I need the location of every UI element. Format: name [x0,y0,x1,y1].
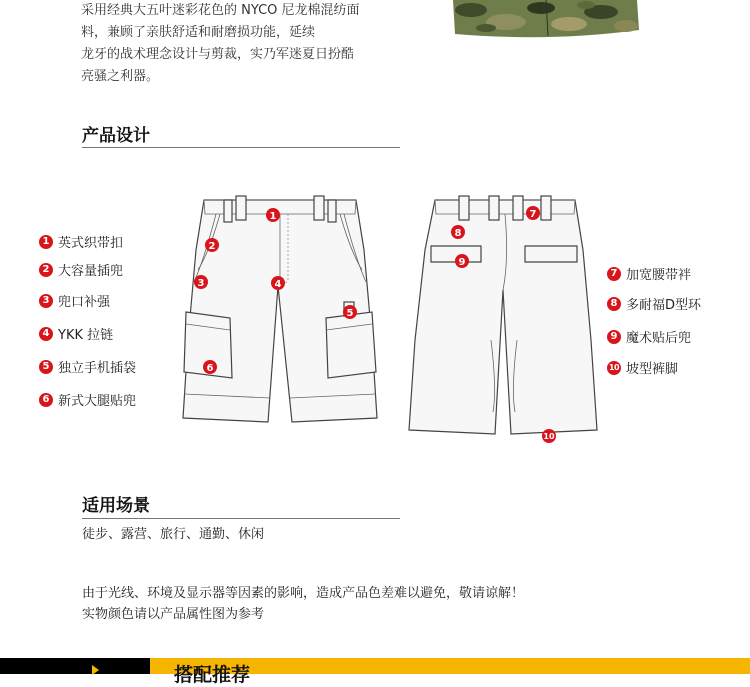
camo-shorts-photo [451,0,641,40]
disclaimer-line: 实物颜色请以产品属性图为参考 [82,607,265,622]
feature-label: 兜口补强 [58,295,111,310]
svg-text:6: 6 [206,363,214,374]
intro-line: 亮骚之利器。 [81,69,160,84]
marker-2 [205,238,219,252]
feature-label: 魔术贴后兜 [626,331,692,346]
marker-9 [455,254,469,268]
svg-text:8: 8 [454,228,462,239]
svg-text:2: 2 [208,241,216,252]
usage-section-title: 适用场景 [82,496,150,516]
feature-number-badge: 4 [39,327,53,341]
intro-line: 采用经典大五叶迷彩花色的 NYCO 尼龙棉混纺面 [81,3,360,18]
feature-label: 大容量插兜 [58,264,124,279]
feature-number-badge: 2 [39,263,53,277]
feature-number-badge: 6 [39,393,53,407]
feature-number-badge: 9 [607,330,621,344]
svg-text:5: 5 [346,308,354,319]
feature-item-1 [39,232,123,251]
camo-pattern-image [451,0,641,40]
marker-5 [343,305,357,319]
feature-number-badge: 7 [607,267,621,281]
marker-4 [271,276,285,290]
shorts-back-diagram [405,190,605,448]
feature-number-badge: 8 [607,297,621,311]
feature-label: YKK 拉链 [58,328,114,343]
marker-1 [266,208,280,222]
marker-3 [194,275,208,289]
svg-text:7: 7 [529,209,537,220]
design-section-title: 产品设计 [82,126,150,146]
marker-8 [451,225,465,239]
svg-text:9: 9 [458,257,466,268]
intro-text [81,0,411,88]
feature-item-7 [607,264,691,283]
marker-10 [542,429,556,443]
feature-item-9 [607,327,691,346]
feature-item-10 [607,358,678,377]
feature-label: 多耐福D型环 [626,298,702,313]
feature-label: 加宽腰带袢 [626,268,692,283]
feature-item-2 [39,260,123,279]
feature-item-6 [39,390,136,409]
svg-text:3: 3 [197,278,205,289]
shorts-front-diagram [180,190,380,440]
feature-label: 独立手机插袋 [58,361,137,376]
marker-6 [203,360,217,374]
feature-item-4 [39,324,113,343]
divider [82,518,400,519]
feature-label: 英式织带扣 [58,236,124,251]
arrow-icon [92,665,99,675]
feature-item-3 [39,291,110,310]
svg-text:4: 4 [274,279,282,290]
feature-label: 新式大腿贴兜 [58,394,137,409]
intro-line: 料，兼顾了亲肤舒适和耐磨损功能，延续 [81,25,316,40]
feature-label: 坡型裤脚 [626,362,679,377]
recommendation-banner-label-area [150,658,750,686]
intro-line: 龙牙的战术理念设计与剪裁，实乃军迷夏日扮酷 [81,47,355,62]
disclaimer-line: 由于光线、环境及显示器等因素的影响，造成产品色差难以避免，敬请谅解！ [82,586,525,601]
svg-text:10: 10 [543,432,555,441]
marker-7 [526,206,540,220]
feature-number-badge: 5 [39,360,53,374]
feature-number-badge: 1 [39,235,53,249]
feature-item-5 [39,357,136,376]
recommendation-banner-label: 搭配推荐 [174,664,251,686]
feature-number-badge: 3 [39,294,53,308]
color-disclaimer [82,583,524,625]
feature-number-badge: 10 [607,361,621,375]
divider [82,147,400,148]
feature-item-8 [607,294,701,313]
usage-text: 徒步、露营、旅行、通勤、休闲 [82,527,265,542]
svg-text:1: 1 [269,211,277,222]
